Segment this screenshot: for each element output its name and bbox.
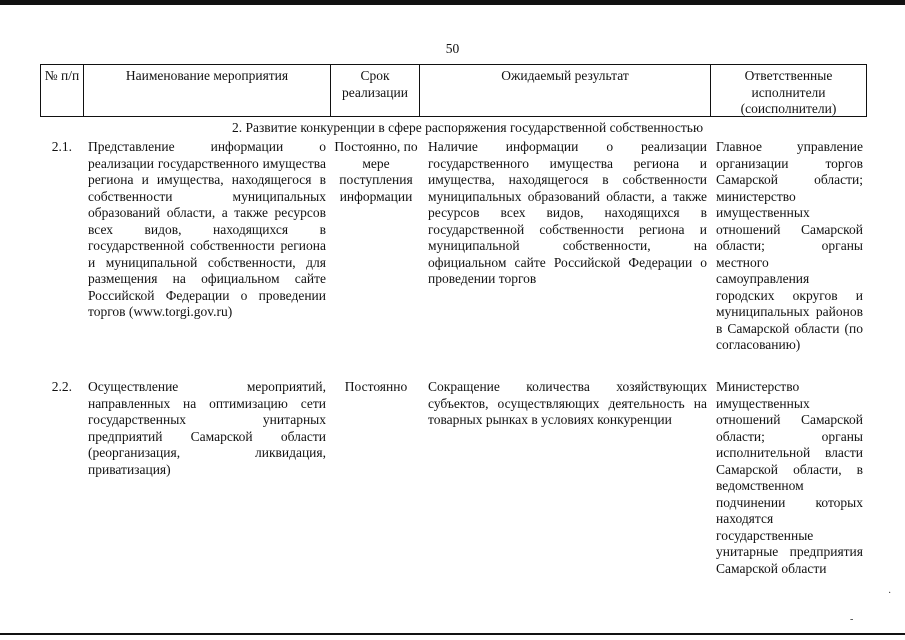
section-title: 2. Развитие конкуренции в сфере распоряжения государственной собственностью [231,120,704,135]
row-name: Осуществление мероприятий, направленных на оптимизацию сети государственных унитарных предприятий Самарской области (реорганизация, ликвидация, приватизация) [88,379,326,477]
top-border-rule [0,0,905,5]
bottom-border-rule [0,633,905,635]
header-term: Срок реализации [330,64,419,117]
row-result: Сокращение количества хозяйствующих субъектов, осуществляющих деятельность на товарных рынках в условиях конкуренции [428,379,707,427]
header-num: № п/п [40,64,83,117]
row-number: 2.2. [51,379,72,394]
row-executors: Главное управление организации торгов Самарской области; министерство имущественных отношений Самарской области; органы местного самоуправления городских округов и муниципальных районов в Самарской области (по согласованию) [716,139,863,352]
header-result: Ожидаемый результат [419,64,710,117]
header-executors: Ответственные исполнители (соисполнители) [710,64,867,117]
row-number: 2.1. [51,139,72,154]
header-name: Наименование мероприятия [83,64,330,117]
scan-speck: · [888,588,892,599]
scan-speck: - [850,614,854,625]
row-executors: Министерство имущественных отношений Самарской области; органы исполнительной власти Самарской области, в ведомственном подчинении которых находятся государственные унитарные предприятия Самарской области [716,379,863,576]
row-result: Наличие информации о реализации государственного имущества региона и имущества, находящегося в собственности муниципальных образований области, а также ресурсов всех видов, находящихся в государственной собственности региона и муниципальной собственности, на официальном сайте Российской Федерации о проведении торгов [428,139,707,286]
page-number: 50 [445,41,460,56]
row-name: Представление информации о реализации государственного имущества региона и имущества, находящегося в собственности муниципальных образований области, а также ресурсов всех видов, находящихся в государственной собственности региона и муниципальной собственности, для размещения на официальном сайте Российской Федерации о проведении торгов (www.torgi.gov.ru) [88,139,326,319]
row-term: Постоянно, по мере поступления информации [334,139,418,204]
row-term: Постоянно [344,379,408,394]
